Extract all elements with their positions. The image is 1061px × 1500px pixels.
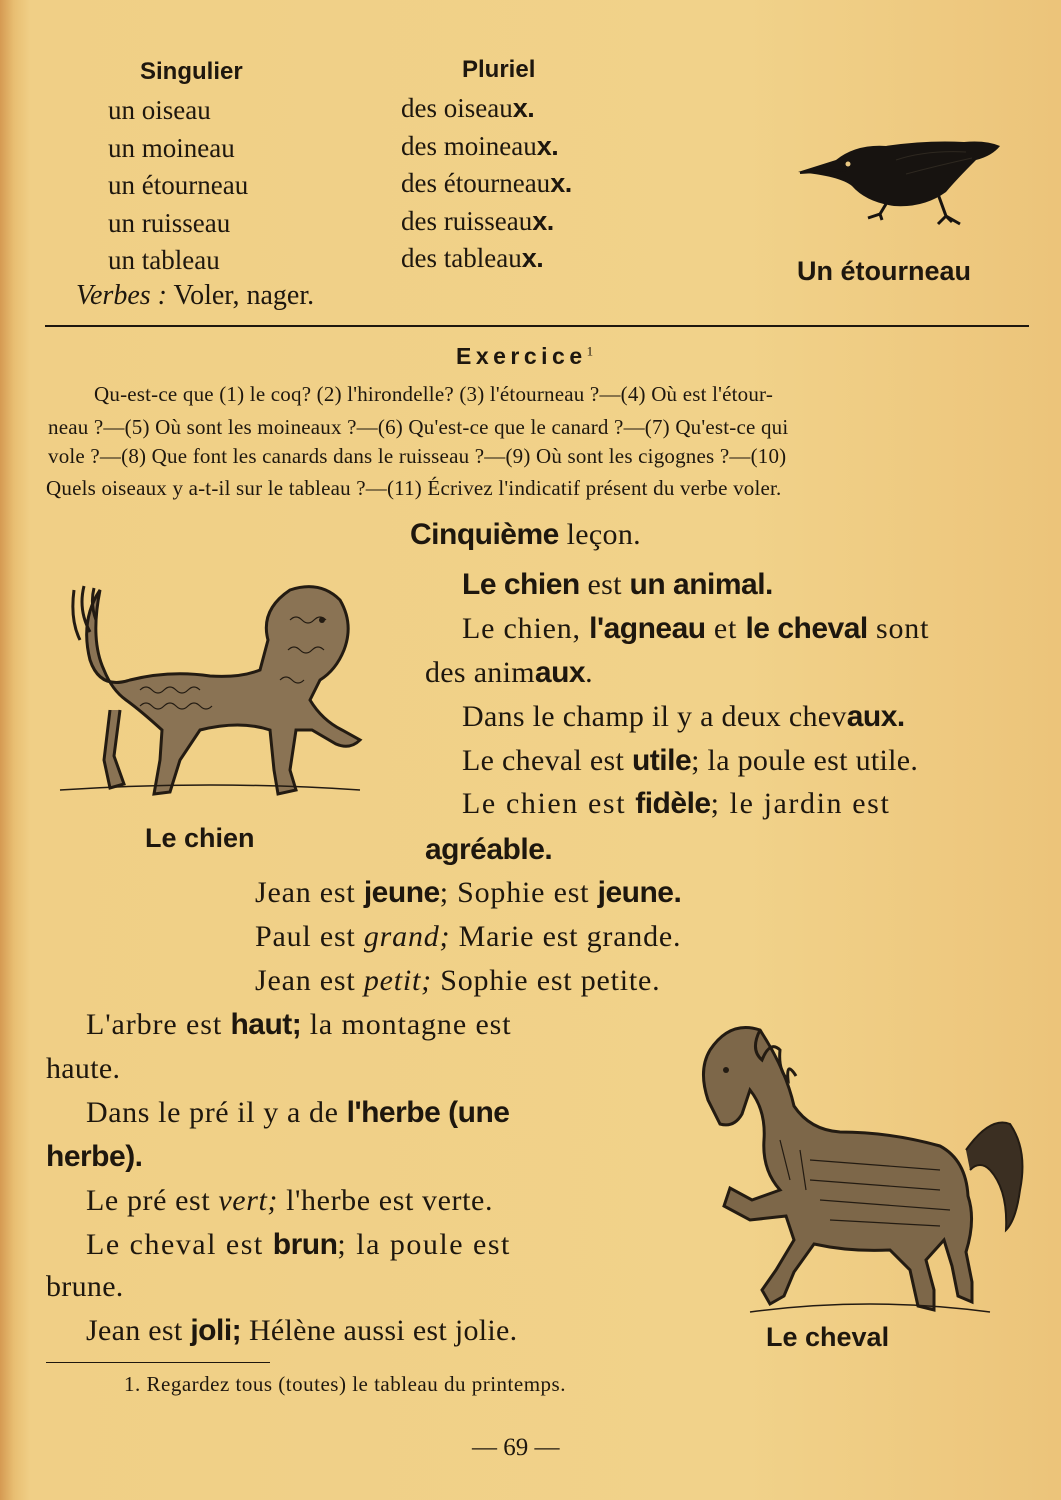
text: Dans le champ il y a deux chev bbox=[462, 700, 847, 733]
text: Le cheval est bbox=[462, 744, 632, 777]
lesson-line bbox=[462, 568, 773, 602]
lesson-line bbox=[462, 744, 918, 778]
singular-header: Singulier bbox=[140, 58, 243, 85]
lesson-line bbox=[86, 1008, 511, 1042]
footnote: 1. Regardez tous (toutes) le tableau du printemps. bbox=[124, 1372, 566, 1396]
dog-caption: Le chien bbox=[145, 823, 255, 853]
plural-item bbox=[401, 165, 572, 203]
plural-column bbox=[401, 90, 572, 278]
bold-word: l'herbe (une bbox=[346, 1096, 510, 1129]
bold-word: fidèle bbox=[635, 787, 711, 820]
italic-word: grand; bbox=[363, 920, 451, 953]
bold-word: aux. bbox=[846, 700, 905, 733]
singular-column bbox=[108, 92, 248, 280]
text: haute. bbox=[46, 1052, 121, 1085]
horse-illustration bbox=[690, 1020, 1030, 1320]
plural-header: Pluriel bbox=[462, 56, 536, 83]
text: est bbox=[579, 568, 630, 601]
bold-word: utile bbox=[631, 744, 692, 777]
singular-item: un tableau bbox=[108, 245, 220, 275]
plural-suffix: x. bbox=[512, 93, 535, 123]
bold-word: aux bbox=[534, 656, 586, 689]
singular-item: un ruisseau bbox=[108, 207, 231, 238]
lesson-line bbox=[255, 964, 660, 998]
starling-illustration bbox=[796, 130, 1006, 240]
lesson-line bbox=[86, 1184, 493, 1218]
lesson-line bbox=[425, 656, 593, 690]
text: Le chien, bbox=[462, 612, 590, 645]
plural-stem: des moineau bbox=[401, 130, 537, 161]
text: Dans le pré il y a de bbox=[86, 1096, 347, 1129]
singular-item: un oiseau bbox=[108, 95, 211, 125]
exercise-text: Quels oiseaux y a-t-il sur le tableau ?—(11) Écrivez l'indicatif présent du verbe voler. bbox=[46, 476, 782, 500]
bold-word: jeune bbox=[363, 876, 440, 909]
text: Le pré est bbox=[86, 1184, 219, 1217]
text: la montagne est bbox=[301, 1008, 512, 1041]
plural-stem: des étourneau bbox=[401, 168, 551, 198]
lesson-line bbox=[86, 1228, 511, 1262]
bold-word: Le chien bbox=[462, 568, 580, 601]
exercise-line bbox=[48, 440, 786, 473]
text: Marie est grande. bbox=[450, 920, 682, 953]
exercise-title-text: Exercice bbox=[456, 343, 587, 369]
text: Jean est bbox=[255, 964, 364, 997]
text: Le chien est bbox=[462, 787, 636, 820]
lesson-line bbox=[46, 1052, 120, 1086]
lesson-line bbox=[462, 612, 929, 646]
italic-word: vert; bbox=[218, 1184, 279, 1217]
lesson-line bbox=[255, 920, 681, 954]
exercise-text: Qu-est-ce que (1) le coq? (2) l'hirondelle? (3) l'étourneau ?—(4) Où est l'étour- bbox=[94, 382, 774, 406]
text: Paul est bbox=[255, 920, 364, 953]
plural-suffix: x. bbox=[521, 243, 544, 273]
text: L'arbre est bbox=[86, 1008, 231, 1041]
lesson-line bbox=[462, 700, 905, 734]
text: l'herbe est verte. bbox=[278, 1184, 494, 1217]
verbs-label: Verbes : bbox=[76, 280, 167, 311]
text: Hélène aussi est jolie. bbox=[241, 1314, 518, 1347]
exercise-text: neau ?—(5) Où sont les moineaux ?—(6) Qu'est-ce que le canard ?—(7) Qu'est-ce qui bbox=[48, 415, 789, 439]
lesson-heading-rest: leçon. bbox=[566, 518, 641, 551]
bold-word: un animal. bbox=[629, 568, 773, 601]
starling-caption: Un étourneau bbox=[797, 256, 972, 286]
singular-item: un étourneau bbox=[108, 170, 249, 200]
text: Jean est bbox=[255, 876, 364, 909]
bold-word: herbe). bbox=[46, 1140, 143, 1173]
plural-item bbox=[401, 203, 572, 241]
plural-suffix: x. bbox=[536, 130, 559, 161]
bold-word: agréable. bbox=[425, 833, 553, 866]
text: ; Sophie est bbox=[439, 876, 598, 909]
exercise-line bbox=[46, 472, 782, 505]
text: ; la poule est utile. bbox=[691, 744, 919, 777]
lesson-line bbox=[46, 1270, 124, 1304]
plural-item bbox=[401, 128, 572, 166]
text: ; le jardin est bbox=[710, 787, 891, 820]
lesson-heading bbox=[410, 518, 641, 552]
lesson-heading-bold: Cinquième bbox=[410, 518, 559, 551]
text: Sophie est petite. bbox=[431, 964, 661, 997]
plural-suffix: x. bbox=[532, 205, 554, 236]
plural-suffix: x. bbox=[550, 168, 572, 198]
text: . bbox=[585, 656, 593, 689]
exercise-text: vole ?—(8) Que font les canards dans le ruisseau ?—(9) Où sont les cigognes ?—(10) bbox=[48, 444, 787, 468]
lesson-line bbox=[462, 787, 890, 821]
text: ; la poule est bbox=[337, 1228, 511, 1261]
text: des anim bbox=[425, 656, 535, 689]
text: brune. bbox=[46, 1270, 124, 1303]
dog-illustration bbox=[60, 580, 370, 810]
text: Le cheval est bbox=[86, 1228, 273, 1261]
exercise-title bbox=[456, 343, 593, 370]
page-number: — 69 — bbox=[472, 1434, 560, 1461]
plural-stem: des ruisseau bbox=[401, 205, 533, 236]
text: sont bbox=[867, 612, 930, 645]
text: Jean est bbox=[86, 1314, 191, 1347]
section-divider bbox=[45, 325, 1029, 327]
bold-word: l'agneau bbox=[589, 612, 706, 645]
horse-caption: Le cheval bbox=[766, 1322, 890, 1352]
bold-word: le cheval bbox=[745, 612, 868, 645]
plural-stem: des tableau bbox=[401, 243, 522, 273]
text: et bbox=[705, 612, 746, 645]
verbs-text: Voler, nager. bbox=[173, 280, 315, 311]
plural-item bbox=[401, 240, 572, 278]
bold-word: jeune. bbox=[597, 876, 682, 909]
plural-stem: des oiseau bbox=[401, 93, 513, 123]
exercise-line bbox=[94, 378, 773, 411]
lesson-line bbox=[425, 833, 552, 867]
singular-item: un moineau bbox=[108, 132, 235, 163]
bold-word: haut; bbox=[230, 1008, 302, 1041]
lesson-line bbox=[46, 1140, 143, 1174]
lesson-line bbox=[255, 876, 681, 910]
lesson-line bbox=[86, 1314, 517, 1348]
bold-word: brun bbox=[272, 1228, 338, 1261]
lesson-line bbox=[86, 1096, 509, 1130]
verbs-line bbox=[76, 280, 314, 312]
footnote-rule bbox=[46, 1362, 270, 1363]
plural-item bbox=[401, 90, 572, 128]
footnote-marker: 1 bbox=[586, 343, 594, 359]
bold-word: joli; bbox=[190, 1314, 242, 1347]
italic-word: petit; bbox=[363, 964, 432, 997]
